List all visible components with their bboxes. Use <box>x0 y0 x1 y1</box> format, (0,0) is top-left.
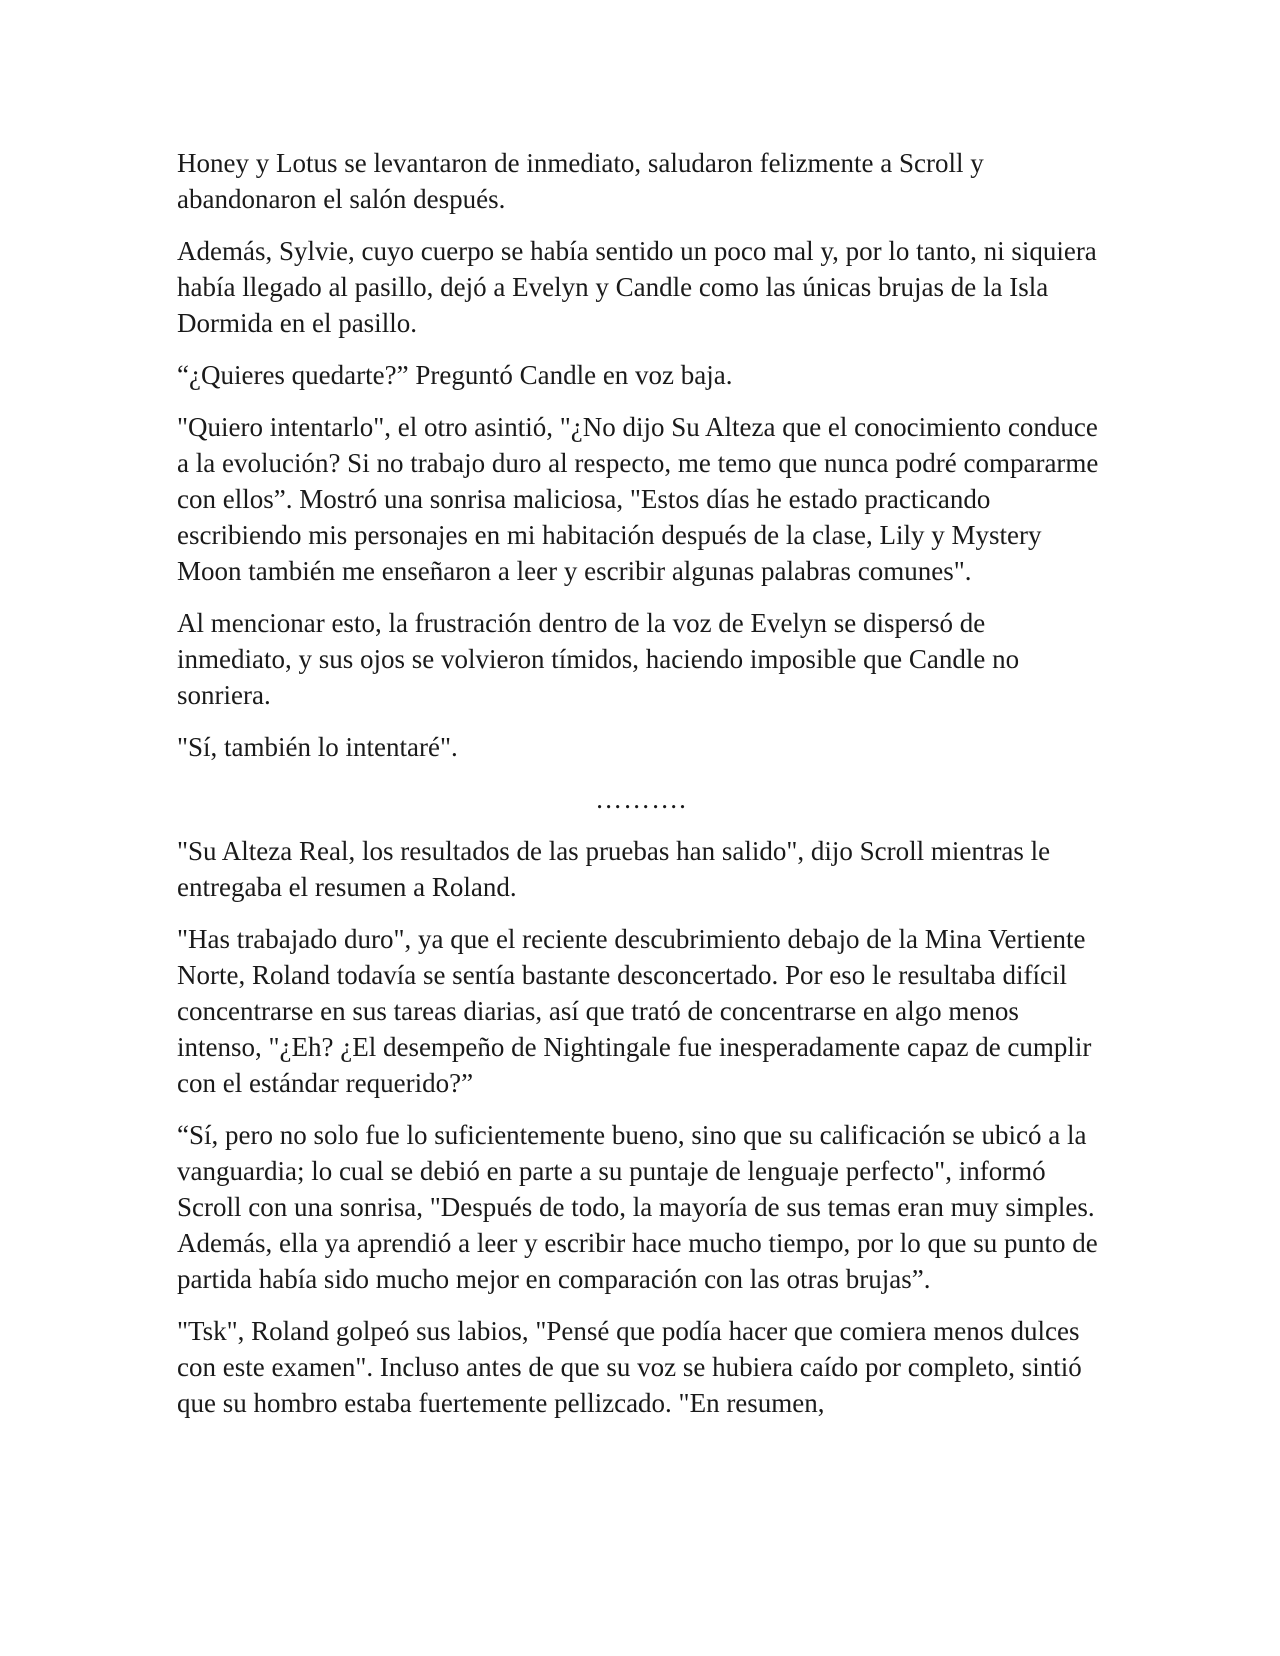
paragraph-10: "Tsk", Roland golpeó sus labios, "Pensé que podía hacer que comiera menos dulces con este examen". Incluso antes de que su voz se hubiera caído por completo, sintió que su hombro estaba fuertemente pellizcado. "En resumen, <box>177 1316 1082 1418</box>
section-separator: ………. <box>595 784 687 814</box>
paragraph-5: Al mencionar esto, la frustración dentro de la voz de Evelyn se dispersó de inmediato, y sus ojos se volvieron tímidos, haciendo imposible que Candle no sonriera. <box>177 608 1020 710</box>
paragraph-7: "Su Alteza Real, los resultados de las pruebas han salido", dijo Scroll mientras le entregaba el resumen a Roland. <box>177 836 1051 902</box>
paragraph-9: “Sí, pero no solo fue lo suficientemente bueno, sino que su calificación se ubicó a la vanguardia; lo cual se debió en parte a su puntaje de lenguaje perfecto", informó Scroll con una sonrisa, "Después de todo, la mayoría de sus temas eran muy simples. Además, ella ya aprendió a leer y escribir hace mucho tiempo, por lo que su punto de partida había sido mucho mejor en comparación con las otras brujas”. <box>177 1120 1098 1294</box>
paragraph-3: “¿Quieres quedarte?” Preguntó Candle en voz baja. <box>177 360 733 390</box>
paragraph-2: Además, Sylvie, cuyo cuerpo se había sentido un poco mal y, por lo tanto, ni siquiera había llegado al pasillo, dejó a Evelyn y Candle como las únicas brujas de la Isla Dormida en el pasillo. <box>177 236 1097 338</box>
paragraph-8: "Has trabajado duro", ya que el reciente descubrimiento debajo de la Mina Vertiente Norte, Roland todavía se sentía bastante desconcertado. Por eso le resultaba difícil concentrarse en sus tareas diarias, así que trató de concentrarse en algo menos intenso, "¿Eh? ¿El desempeño de Nightingale fue inesperadamente capaz de cumplir con el estándar requerido?” <box>177 924 1092 1098</box>
paragraph-1: Honey y Lotus se levantaron de inmediato, saludaron felizmente a Scroll y abandonaron el salón después. <box>177 148 984 214</box>
paragraph-4: "Quiero intentarlo", el otro asintió, "¿No dijo Su Alteza que el conocimiento conduce a la evolución? Si no trabajo duro al respecto, me temo que nunca podré compararme con ellos”. Mostró una sonrisa maliciosa, "Estos días he estado practicando escribiendo mis personajes en mi habitación después de la clase, Lily y Mystery Moon también me enseñaron a leer y escribir algunas palabras comunes". <box>177 412 1099 586</box>
document-body <box>177 145 1105 1437</box>
paragraph-6: "Sí, también lo intentaré". <box>177 732 458 762</box>
